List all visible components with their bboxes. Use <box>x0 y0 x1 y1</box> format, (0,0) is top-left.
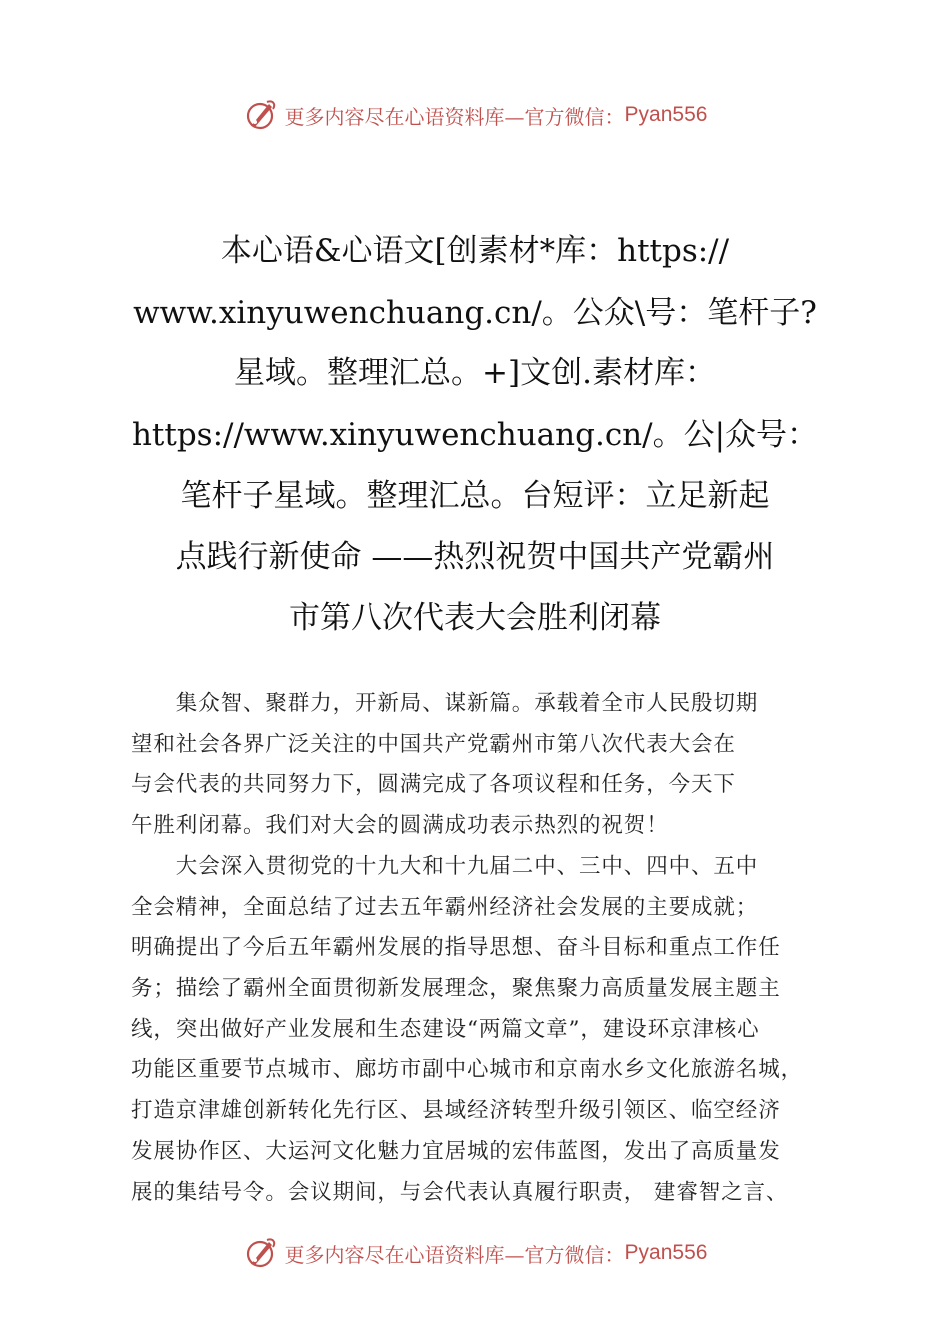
paragraph-line: 线，突出做好产业发展和生态建设“两篇文章”，建设环京津核心 <box>131 1016 760 1042</box>
paragraph-line: 功能区重要节点城市、廊坊市副中心城市和京南水乡文化旅游名城， <box>131 1057 804 1083</box>
paragraph-line: 明确提出了今后五年霸州发展的指导思想、奋斗目标和重点工作任 <box>131 935 781 961</box>
paragraph-line: 与会代表的共同努力下，圆满完成了各项议程和任务，今天下 <box>131 772 736 798</box>
quill-pen-logo-icon <box>243 98 277 132</box>
banner-wechat-handle: Pyan556 <box>624 1241 708 1264</box>
header-banner <box>0 95 950 135</box>
banner-text: 更多内容尽在心语资料库—官方微信： <box>284 1242 625 1267</box>
footer-banner <box>0 1233 950 1273</box>
paragraph-line: 打造京津雄创新转化先行区、县域经济转型升级引领区、临空经济 <box>131 1098 781 1124</box>
title-line: https://www.xinyuwenchuang.cn/。公|众号： <box>131 417 819 453</box>
body-paragraph <box>131 684 851 847</box>
title-line: 本心语&心语文[创素材*库：https:// <box>220 233 730 269</box>
title-line: 点践行新使命 ——热烈祝贺中国共产党霸州 <box>175 539 775 575</box>
quill-pen-logo-icon <box>243 1236 277 1270</box>
title-line: 星域。整理汇总。+]文创.素材库： <box>234 355 716 391</box>
banner-wechat-handle: Pyan556 <box>624 103 708 126</box>
paragraph-line: 全会精神，全面总结了过去五年霸州经济社会发展的主要成就； <box>131 894 759 920</box>
paragraph-line: 大会深入贯彻党的十九大和十九届二中、三中、四中、五中 <box>131 854 759 879</box>
banner-text: 更多内容尽在心语资料库—官方微信： <box>284 104 625 129</box>
paragraph-line: 集众智、聚群力，开新局、谋新篇。承载着全市人民殷切期 <box>131 691 759 716</box>
body-paragraph <box>131 847 851 1213</box>
paragraph-line: 发展协作区、大运河文化魅力宜居城的宏伟蓝图，发出了高质量发 <box>131 1138 781 1164</box>
title-line: www.xinyuwenchuang.cn/。公众\号：笔杆子? <box>133 295 817 331</box>
title-line: 市第八次代表大会胜利闭幕 <box>289 600 661 636</box>
paragraph-line: 望和社会各界广泛关注的中国共产党霸州市第八次代表大会在 <box>131 731 736 757</box>
paragraph-line: 午胜利闭幕。我们对大会的圆满成功表示热烈的祝贺！ <box>131 813 669 839</box>
paragraph-line: 展的集结号令。会议期间，与会代表认真履行职责， 建睿智之言、 <box>131 1179 789 1205</box>
title-line: 笔杆子星域。整理汇总。台短评：立足新起 <box>180 478 770 514</box>
paragraph-line: 务；描绘了霸州全面贯彻新发展理念，聚焦聚力高质量发展主题主 <box>131 976 781 1002</box>
